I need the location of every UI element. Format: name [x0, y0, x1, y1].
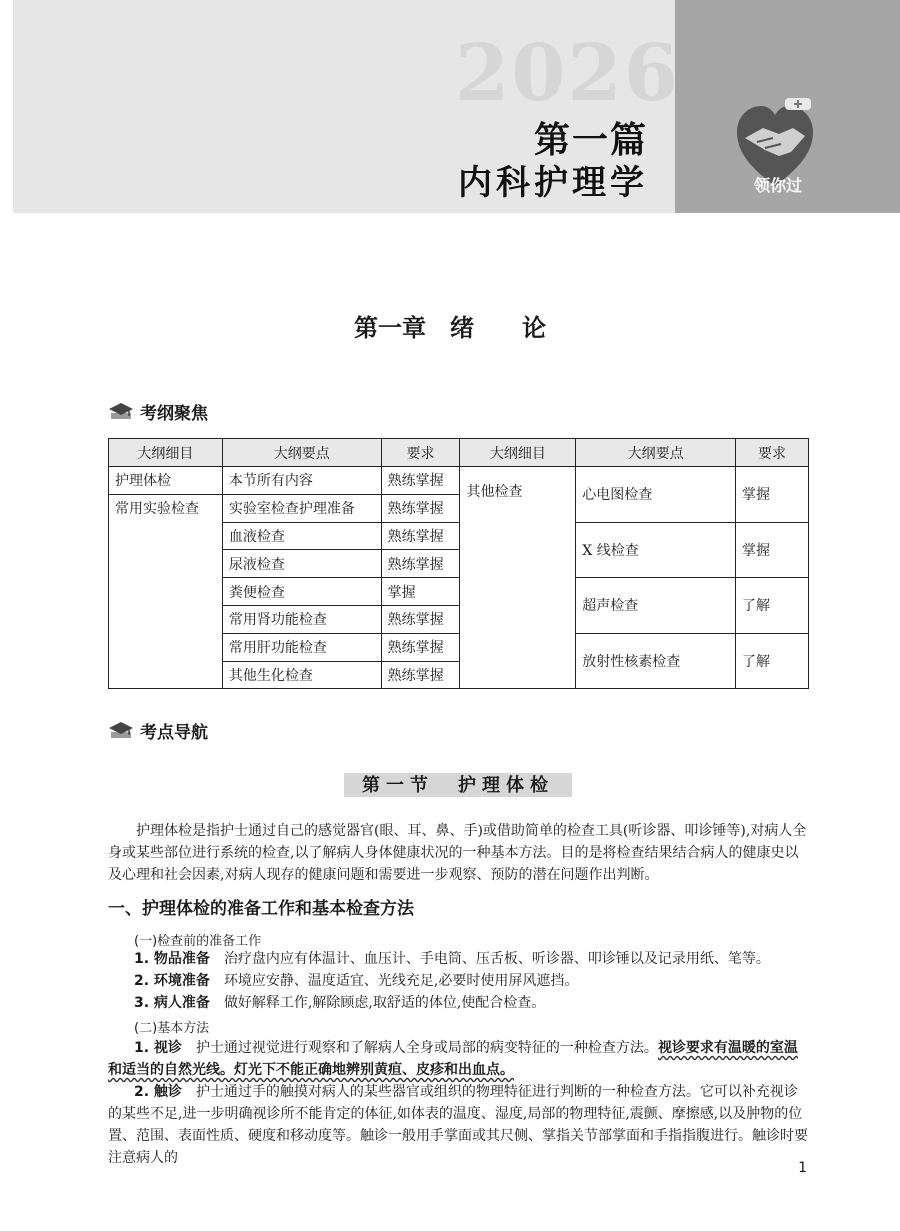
prep-label: 3. 病人准备: [134, 995, 210, 1011]
intro-paragraph: 护理体检是指护士通过自己的感觉器官(眼、耳、鼻、手)或借助简单的检查工具(听诊器、叩诊锤等),对病人全身或某些部位进行系统的检查,以了解病人身体健康状况的一种基本方法。目的是将检查结果结合病人的健康史以及心理和社会因素,对病人现存的健康问题和需要进一步观察、预防的潜在问题作出判断。: [108, 823, 807, 883]
prep-item: [134, 948, 814, 970]
item-cell: [109, 605, 223, 633]
item-cell: 常用实验检查: [109, 494, 223, 522]
prep-label: 2. 环境准备: [134, 973, 210, 989]
point-cell: 放射性核素检查: [576, 633, 736, 689]
prep-text: 治疗盘内应有体温计、血压计、手电筒、压舌板、听诊器、叩诊锤以及记录用纸、笔等。: [223, 951, 770, 967]
req-cell: 熟练掌握: [381, 494, 460, 522]
table-row: [109, 522, 809, 550]
point-cell: 超声检查: [576, 578, 736, 634]
chapter-title: 第一章 绪 论: [354, 314, 546, 342]
visual-text: 护士通过视觉进行观察和了解病人全身或局部的病变特征的一种检查方法。: [195, 1040, 658, 1056]
part-number: 第一篇: [533, 120, 648, 161]
syllabus-heading-text: 考纲聚焦: [140, 403, 208, 424]
req-cell: 熟练掌握: [381, 633, 460, 661]
item-cell: [109, 550, 223, 578]
palpation-paragraph: [108, 1081, 809, 1169]
req-cell: 了解: [736, 633, 809, 689]
point-cell: 实验室检查护理准备: [222, 494, 381, 522]
visual-emphasis: 视诊要求有温暖的室温和适当的自然光线。灯光下不能正确地辨别黄疸、皮疹和出血点。: [108, 1040, 798, 1078]
req-cell: 熟练掌握: [381, 661, 460, 689]
table-row: [109, 633, 809, 661]
page-number: 1: [798, 1160, 807, 1176]
item-cell: [109, 522, 223, 550]
point-cell: 心电图检查: [576, 467, 736, 523]
column-header: 要求: [736, 439, 809, 467]
req-cell: 熟练掌握: [381, 467, 460, 495]
logo-text: 领你过: [753, 176, 802, 195]
item-cell: [109, 661, 223, 689]
graduation-cap-icon: [108, 401, 134, 421]
visual-label: 1. 视诊: [134, 1040, 182, 1056]
prep-text: 做好解释工作,解除顾虑,取舒适的体位,使配合检查。: [223, 995, 546, 1011]
req-cell: 掌握: [381, 578, 460, 606]
column-header: 大纲细目: [109, 439, 223, 467]
point-cell: 血液检查: [222, 522, 381, 550]
touch-label: 2. 触诊: [134, 1084, 182, 1100]
heading-1: 一、护理体检的准备工作和基本检查方法: [108, 899, 414, 919]
year-watermark: 2026: [455, 28, 681, 119]
item-cell: [109, 578, 223, 606]
column-header: 大纲要点: [222, 439, 381, 467]
req-cell: 熟练掌握: [381, 605, 460, 633]
navigation-heading-text: 考点导航: [140, 722, 208, 743]
column-header: 大纲细目: [460, 439, 576, 467]
req-cell: 熟练掌握: [381, 550, 460, 578]
req-cell: 熟练掌握: [381, 522, 460, 550]
req-cell: 掌握: [736, 467, 809, 523]
subheading-methods: (二)基本方法: [134, 1021, 210, 1036]
req-cell: 掌握: [736, 522, 809, 578]
item-cell: [109, 633, 223, 661]
req-cell: 了解: [736, 578, 809, 634]
point-cell: 常用肝功能检查: [222, 633, 381, 661]
touch-text: 护士通过手的触摸对病人的某些器官或组织的物理特征进行判断的一种检查方法。它可以补充视诊的某些不足,进一步明确视诊所不能肯定的体征,如体表的温度、湿度,局部的物理特征,震颤、摩擦感,以及肿物的位置、范围、表面性质、硬度和移动度等。触诊一般用手掌面或其尺侧、掌指关节部掌面和手指指腹进行。触诊时要注意病人的: [108, 1084, 808, 1166]
item-cell: 其他检查: [460, 467, 576, 689]
point-cell: 粪便检查: [222, 578, 381, 606]
prep-item: [134, 992, 814, 1014]
visual-inspection-paragraph: [108, 1037, 809, 1081]
table-row: [109, 578, 809, 606]
graduation-cap-icon: [108, 720, 134, 740]
column-header: 大纲要点: [576, 439, 736, 467]
prep-item: [134, 970, 814, 992]
point-cell: 尿液检查: [222, 550, 381, 578]
table-header-row: [109, 439, 809, 467]
prep-text: 环境应安静、温度适宜、光线充足,必要时使用屏风遮挡。: [223, 973, 579, 989]
point-cell: 常用肾功能检查: [222, 605, 381, 633]
point-cell: X 线检查: [576, 522, 736, 578]
syllabus-heading: [108, 398, 208, 424]
prep-label: 1. 物品准备: [134, 951, 210, 967]
column-header: 要求: [381, 439, 460, 467]
table-row: [109, 467, 809, 495]
subheading-preparation: (一)检查前的准备工作: [134, 934, 262, 949]
syllabus-table: [108, 438, 809, 689]
part-title: 内科护理学: [458, 163, 648, 203]
point-cell: 其他生化检查: [222, 661, 381, 689]
navigation-heading: [108, 717, 208, 743]
section-title: 第一节 护理体检: [344, 773, 572, 797]
point-cell: 本节所有内容: [222, 467, 381, 495]
item-cell: 护理体检: [109, 467, 223, 495]
